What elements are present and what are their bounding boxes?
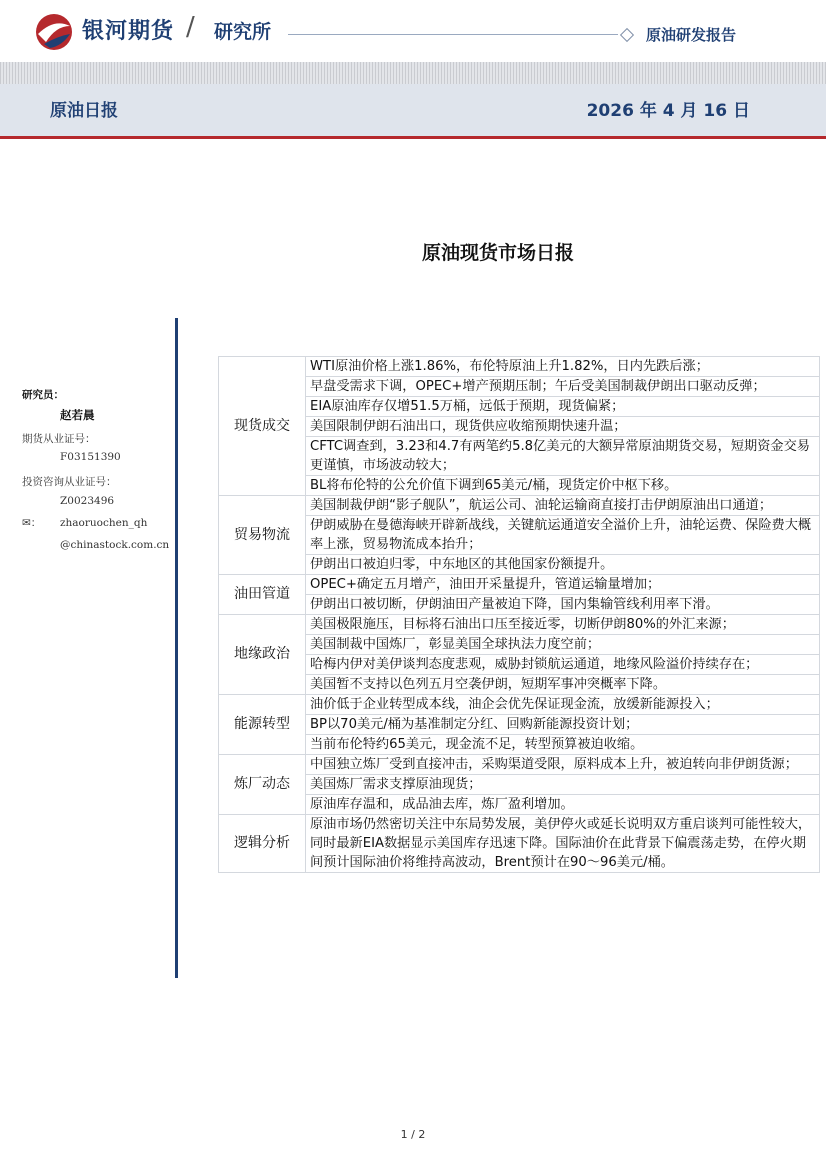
red-divider <box>0 136 826 139</box>
section-item: BL将布伦特的公允价值下调到65美元/桶，现货定价中枢下移。 <box>306 476 820 496</box>
section-item: 早盘受需求下调，OPEC+增产预期压制；午后受美国制裁伊朗出口驱动反弹； <box>306 377 820 397</box>
section-item: 美国制裁中国炼厂，彰显美国全球执法力度空前； <box>306 635 820 655</box>
table-row <box>219 476 820 496</box>
email-line-1[interactable]: zhaoruochen_qh <box>60 517 148 529</box>
section-item: 伊朗威胁在曼德海峡开辟新战线，关键航运通道安全溢价上升，油轮运费、保险费大概率上涨，贸易物流成本抬升； <box>306 516 820 555</box>
envelope-icon: ✉： <box>22 517 42 529</box>
table-row <box>219 417 820 437</box>
table-row <box>219 675 820 695</box>
header-rule <box>288 34 618 35</box>
section-item: 美国限制伊朗石油出口，现货供应收缩预期快速升温； <box>306 417 820 437</box>
section-item: 哈梅内伊对美伊谈判态度悲观，威胁封锁航运通道，地缘风险溢价持续存在； <box>306 655 820 675</box>
brand-separator: / <box>186 12 195 42</box>
section-item: 美国炼厂需求支撑原油现货； <box>306 775 820 795</box>
section-item: BP以70美元/桶为基准制定分红、回购新能源投资计划； <box>306 715 820 735</box>
table-row <box>219 437 820 476</box>
report-type: 原油研发报告 <box>646 26 737 44</box>
section-item: 原油库存温和，成品油去库，炼厂盈利增加。 <box>306 795 820 815</box>
futures-license-id: F03151390 <box>60 451 121 463</box>
section-category: 炼厂动态 <box>219 755 306 815</box>
section-item: EIA原油库存仅增51.5万桶，远低于预期，现货偏紧； <box>306 397 820 417</box>
table-row <box>219 695 820 715</box>
section-item: 伊朗出口被切断，伊朗油田产量被迫下降，国内集输管线利用率下滑。 <box>306 595 820 615</box>
table-row <box>219 815 820 873</box>
table-row <box>219 775 820 795</box>
section-item: CFTC调查到，3.23和4.7有两笔约5.8亿美元的大额异常原油期货交易，短期资金交易更谨慎，市场波动较大； <box>306 437 820 476</box>
table-row <box>219 357 820 377</box>
section-category: 地缘政治 <box>219 615 306 695</box>
table-row <box>219 735 820 755</box>
table-row <box>219 575 820 595</box>
section-category: 贸易物流 <box>219 496 306 575</box>
sidebar-divider <box>175 318 178 978</box>
table-row <box>219 755 820 775</box>
section-item: 伊朗出口被迫归零，中东地区的其他国家份额提升。 <box>306 555 820 575</box>
section-item: 原油市场仍然密切关注中东局势发展，美伊停火或延长说明双方重启谈判可能性较大，同时最新EIA数据显示美国库存迅速下降。国际油价在此背景下偏震荡走势，在停火期间预计国际油价将维持高波动，Brent预计在90～96美元/桶。 <box>306 815 820 873</box>
section-item: 油价低于企业转型成本线，油企会优先保证现金流，放缓新能源投入； <box>306 695 820 715</box>
section-item: 美国暂不支持以色列五月空袭伊朗，短期军事冲突概率下降。 <box>306 675 820 695</box>
invest-license-id: Z0023496 <box>60 495 115 507</box>
section-category: 逻辑分析 <box>219 815 306 873</box>
section-item: 当前布伦特约65美元，现金流不足，转型预算被迫收缩。 <box>306 735 820 755</box>
table-row <box>219 615 820 635</box>
header-stripe <box>0 62 826 84</box>
section-category: 油田管道 <box>219 575 306 615</box>
table-row <box>219 795 820 815</box>
report-category: 原油日报 <box>50 101 118 121</box>
page-number: 1 / 2 <box>400 1128 426 1141</box>
table-row <box>219 516 820 555</box>
analyst-label: 研究员： <box>22 389 64 401</box>
page-title: 原油现货市场日报 <box>421 242 574 264</box>
analyst-name: 赵若晨 <box>60 408 95 422</box>
section-item: 中国独立炼厂受到直接冲击，采购渠道受限，原料成本上升，被迫转向非伊朗货源； <box>306 755 820 775</box>
email-line-2[interactable]: @chinastock.com.cn <box>60 539 170 551</box>
section-item: 美国制裁伊朗“影子舰队”，航运公司、油轮运输商直接打击伊朗原油出口通道； <box>306 496 820 516</box>
table-row <box>219 655 820 675</box>
market-summary-table <box>218 356 820 873</box>
table-row <box>219 635 820 655</box>
top-header <box>0 0 826 62</box>
report-date: 2026 年 4 月 16 日 <box>586 101 750 121</box>
table-row <box>219 595 820 615</box>
institute-name: 研究所 <box>214 21 272 43</box>
table-row <box>219 555 820 575</box>
brand-name: 银河期货 <box>82 19 175 44</box>
section-item: WTI原油价格上涨1.86%，布伦特原油上升1.82%，日内先跌后涨； <box>306 357 820 377</box>
section-item: 美国极限施压，目标将石油出口压至接近零，切断伊朗80%的外汇来源； <box>306 615 820 635</box>
galaxy-futures-logo-icon <box>34 12 74 52</box>
section-category: 能源转型 <box>219 695 306 755</box>
table-row <box>219 496 820 516</box>
table-row <box>219 377 820 397</box>
diamond-icon <box>620 28 634 42</box>
table-row <box>219 397 820 417</box>
section-category: 现货成交 <box>219 357 306 496</box>
futures-license-label: 期货从业证号： <box>22 433 96 445</box>
table-row <box>219 715 820 735</box>
section-item: OPEC+确定五月增产，油田开采量提升，管道运输量增加； <box>306 575 820 595</box>
invest-license-label: 投资咨询从业证号： <box>22 476 117 488</box>
